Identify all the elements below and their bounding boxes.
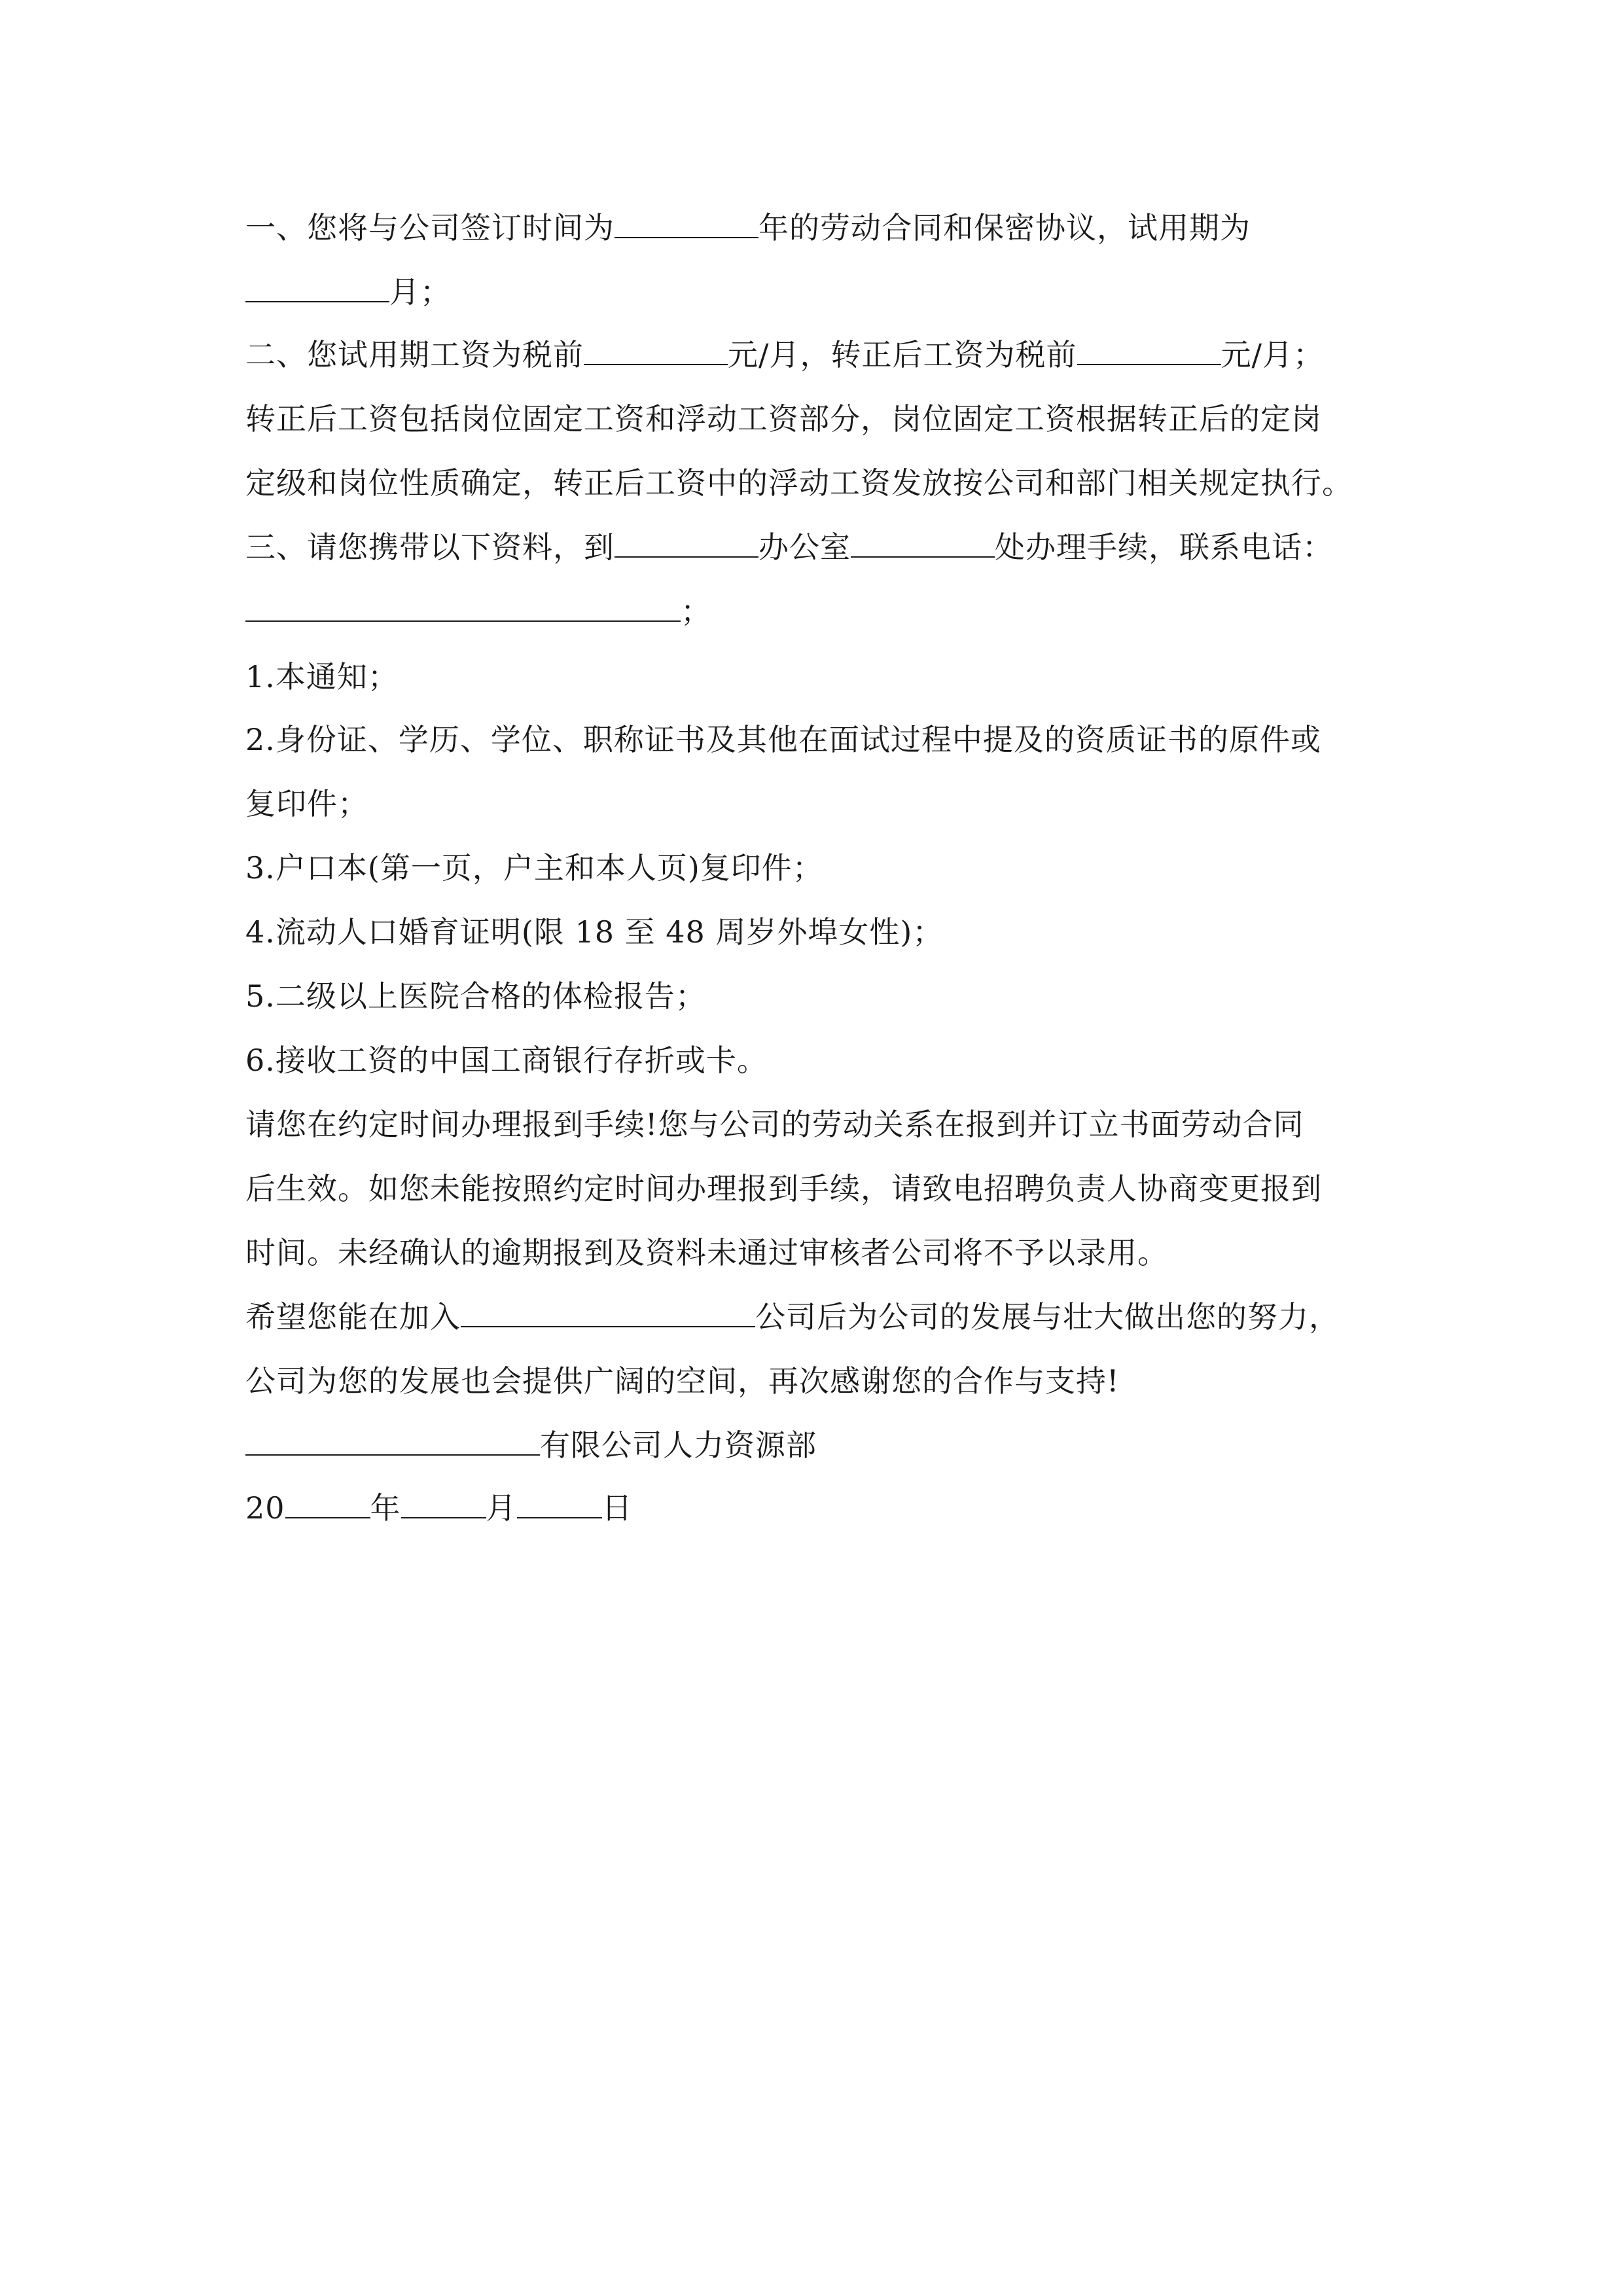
salary-structure-line-2: 定级和岗位性质确定，转正后工资中的浮动工资发放按公司和部门相关规定执行。 [245, 465, 1353, 501]
salary-line [245, 335, 1324, 374]
closing-text-1: 希望您能在加入 [245, 1299, 461, 1335]
closing-line-2: 公司为您的发展也会提供广阔的空间，再次感谢您的合作与支持! [245, 1363, 1120, 1399]
list-item-1: 1.本通知； [245, 659, 399, 694]
probation-months-blank [245, 272, 389, 302]
salary-structure-line-1: 转正后工资包括岗位固定工资和浮动工资部分，岗位固定工资根据转正后的定岗 [245, 401, 1322, 437]
list-item-5: 5.二级以上医院合格的体检报告； [245, 978, 706, 1014]
year-blank [285, 1488, 370, 1518]
phone-blank [245, 592, 681, 622]
procedure-line [245, 528, 1333, 567]
term-line [245, 208, 1251, 247]
closing-line-1 [245, 1297, 1340, 1336]
month-blank [401, 1488, 486, 1518]
instruction-line-2: 后生效。如您未能按照约定时间办理报到手续，请致电招聘负责人协商变更报到 [245, 1171, 1322, 1206]
salary-text-1: 二、您试用期工资为税前 [245, 337, 584, 372]
instruction-line-1: 请您在约定时间办理报到手续!您与公司的劳动关系在报到并订立书面劳动合同 [245, 1107, 1304, 1142]
regular-salary-blank [1077, 335, 1221, 365]
list-item-2-line-2: 复印件； [245, 786, 368, 821]
list-item-4: 4.流动人口婚育证明(限 18 至 48 周岁外埠女性)； [245, 914, 944, 950]
date-year-label: 年 [370, 1490, 401, 1526]
date-prefix: 20 [245, 1490, 285, 1526]
date-line [245, 1488, 633, 1528]
list-item-6: 6.接收工资的中国工商银行存折或卡。 [245, 1043, 768, 1078]
procedure-text-2: 办公室 [758, 529, 851, 565]
instruction-line-3: 时间。未经确认的逾期报到及资料未通过审核者公司将不予以录用。 [245, 1235, 1168, 1270]
date-day-label: 日 [601, 1490, 633, 1526]
office-blank [851, 528, 995, 558]
term-text-2: 年的劳动合同和保密协议，试用期为 [758, 210, 1251, 245]
company-name-blank [461, 1297, 755, 1327]
day-blank [517, 1488, 602, 1518]
closing-text-2: 公司后为公司的发展与壮大做出您的努力， [755, 1299, 1340, 1335]
signature-line [245, 1426, 817, 1465]
list-item-2-line-1: 2.身份证、学历、学位、职称证书及其他在面试过程中提及的资质证书的原件或 [245, 722, 1321, 757]
procedure-text-1: 三、请您携带以下资料，到 [245, 529, 615, 565]
date-month-label: 月 [486, 1490, 517, 1526]
salary-text-2: 元/月，转正后工资为税前 [728, 337, 1077, 372]
list-item-3: 3.户口本(第一页，户主和本人页)复印件； [245, 850, 823, 886]
term-text-1: 一、您将与公司签订时间为 [245, 210, 615, 245]
phone-line [245, 592, 711, 631]
phone-end: ； [681, 594, 711, 629]
salary-text-3: 元/月； [1221, 337, 1324, 372]
location-blank [615, 528, 758, 558]
probation-text: 月； [389, 274, 451, 310]
probation-salary-blank [584, 335, 728, 365]
procedure-text-3: 处办理手续，联系电话： [995, 529, 1333, 565]
probation-line [245, 272, 451, 312]
contract-years-blank [615, 208, 758, 238]
signature-company-blank [245, 1426, 540, 1456]
signature-text: 有限公司人力资源部 [540, 1427, 817, 1463]
